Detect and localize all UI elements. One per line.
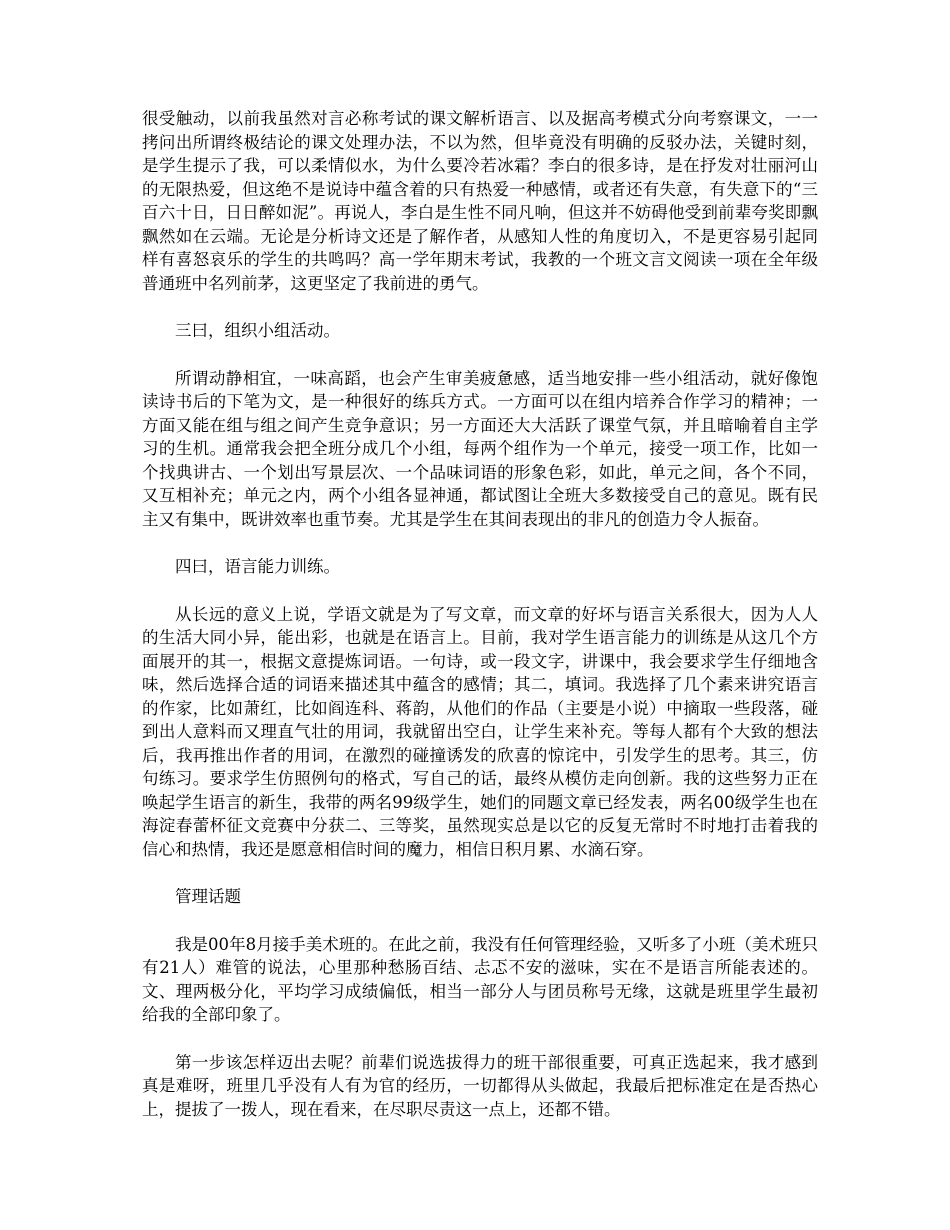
section-heading-language-training: 四曰，语言能力训练。 xyxy=(175,557,340,576)
paragraph-language-training: 从长远的意义上说，学语文就是为了写文章，而文章的好坏与语言关系很大，因为人人的生活大同小异，能出彩，也就是在语言上。目前，我对学生语言能力的训练是从这几个方面展开的其一，根据文意提炼词语。一句诗，或一段文字，讲课中，我会要求学生仔细地含味，然后选择合适的词语来描述其中蕴含的感情；其二，填词。我选择了几个素来讲究语言的作家，比如萧红，比如阎连科、蒋韵，从他们的作品（主要是小说）中摘取一些段落，碰到出人意料而又理直气壮的用词，我就留出空白，让学生来补充。等每人都有个大致的想法后，我再推出作者的用词，在激烈的碰撞诱发的欣喜的惊诧中，引发学生的思考。其三，仿句练习。要求学生仿照例句的格式，写自己的话，最终从模仿走向创新。我的这些努力正在唤起学生语言的新生，我带的两名99级学生，她们的同题文章已经发表，两名00级学生也在海淀春蕾杯征文竞赛中分获二、三等奖，虽然现实总是以它的反复无常时不时地打击着我的信心和热情，我还是愿意相信时间的魔力，相信日积月累、水滴石穿。 xyxy=(142,604,818,859)
paragraph-art-class: 我是00年8月接手美术班的。在此之前，我没有任何管理经验，又听多了小班（美术班只有21人）难管的说法，心里那种愁肠百结、忐忑不安的滋味，实在不是语言所能表述的。文、理两极分化，平均学习成绩偏低，相当一部分人与团员称号无缘，这就是班里学生最初给我的全部印象了。 xyxy=(142,934,818,1024)
section-heading-group-activities: 三曰，组织小组活动。 xyxy=(175,321,340,340)
paragraph-class-cadres: 第一步该怎样迈出去呢？前辈们说选拔得力的班干部很重要，可真正选起来，我才感到真是难呀，班里几乎没有人有为官的经历，一切都得从头做起，我最后把标准定在是否热心上，提拔了一拨人，现在看来，在尽职尽责这一点上，还都不错。 xyxy=(142,1052,818,1119)
document-body xyxy=(142,107,818,1121)
section-heading-management: 管理话题 xyxy=(175,887,241,906)
paragraph-group-activities: 所谓动静相宜，一味高蹈，也会产生审美疲惫感，适当地安排一些小组活动，就好像饱读诗书后的下笔为文，是一种很好的练兵方式。一方面可以在组内培养合作学习的精神；一方面又能在组与组之间产生竞争意识；另一方面还大大活跃了课堂气氛，并且暗喻着自主学习的生机。通常我会把全班分成几个小组，每两个组作为一个单元，接受一项工作，比如一个找典讲古、一个划出写景层次、一个品味词语的形象色彩，如此，单元之间，各个不同，又互相补充；单元之内，两个小组各显神通，都试图让全班大多数接受自己的意见。既有民主又有集中，既讲效率也重节奏。尤其是学生在其间表现出的非凡的创造力令人振奋。 xyxy=(142,368,818,529)
paragraph-li-bai-reflection: 很受触动，以前我虽然对言必称考试的课文解析语言、以及据高考模式分向考察课文，一一拷问出所谓终极结论的课文处理办法，不以为然，但毕竟没有明确的反驳办法，关键时刻，是学生提示了我，可以柔情似水，为什么要冷若冰霜？李白的很多诗，是在抒发对壮丽河山的无限热爱，但这绝不是说诗中蕴含着的只有热爱一种感情，或者还有失意，有失意下的“三百六十日，日日醉如泥”。再说人，李白是生性不同凡响，但这并不妨碍他受到前辈夸奖即飘飘然如在云端。无论是分析诗文还是了解作者，从感知人性的角度切入，不是更容易引起同样有喜怒哀乐的学生的共鸣吗？高一学年期末考试，我教的一个班文言文阅读一项在全年级普通班中名列前茅，这更坚定了我前进的勇气。 xyxy=(142,109,818,293)
